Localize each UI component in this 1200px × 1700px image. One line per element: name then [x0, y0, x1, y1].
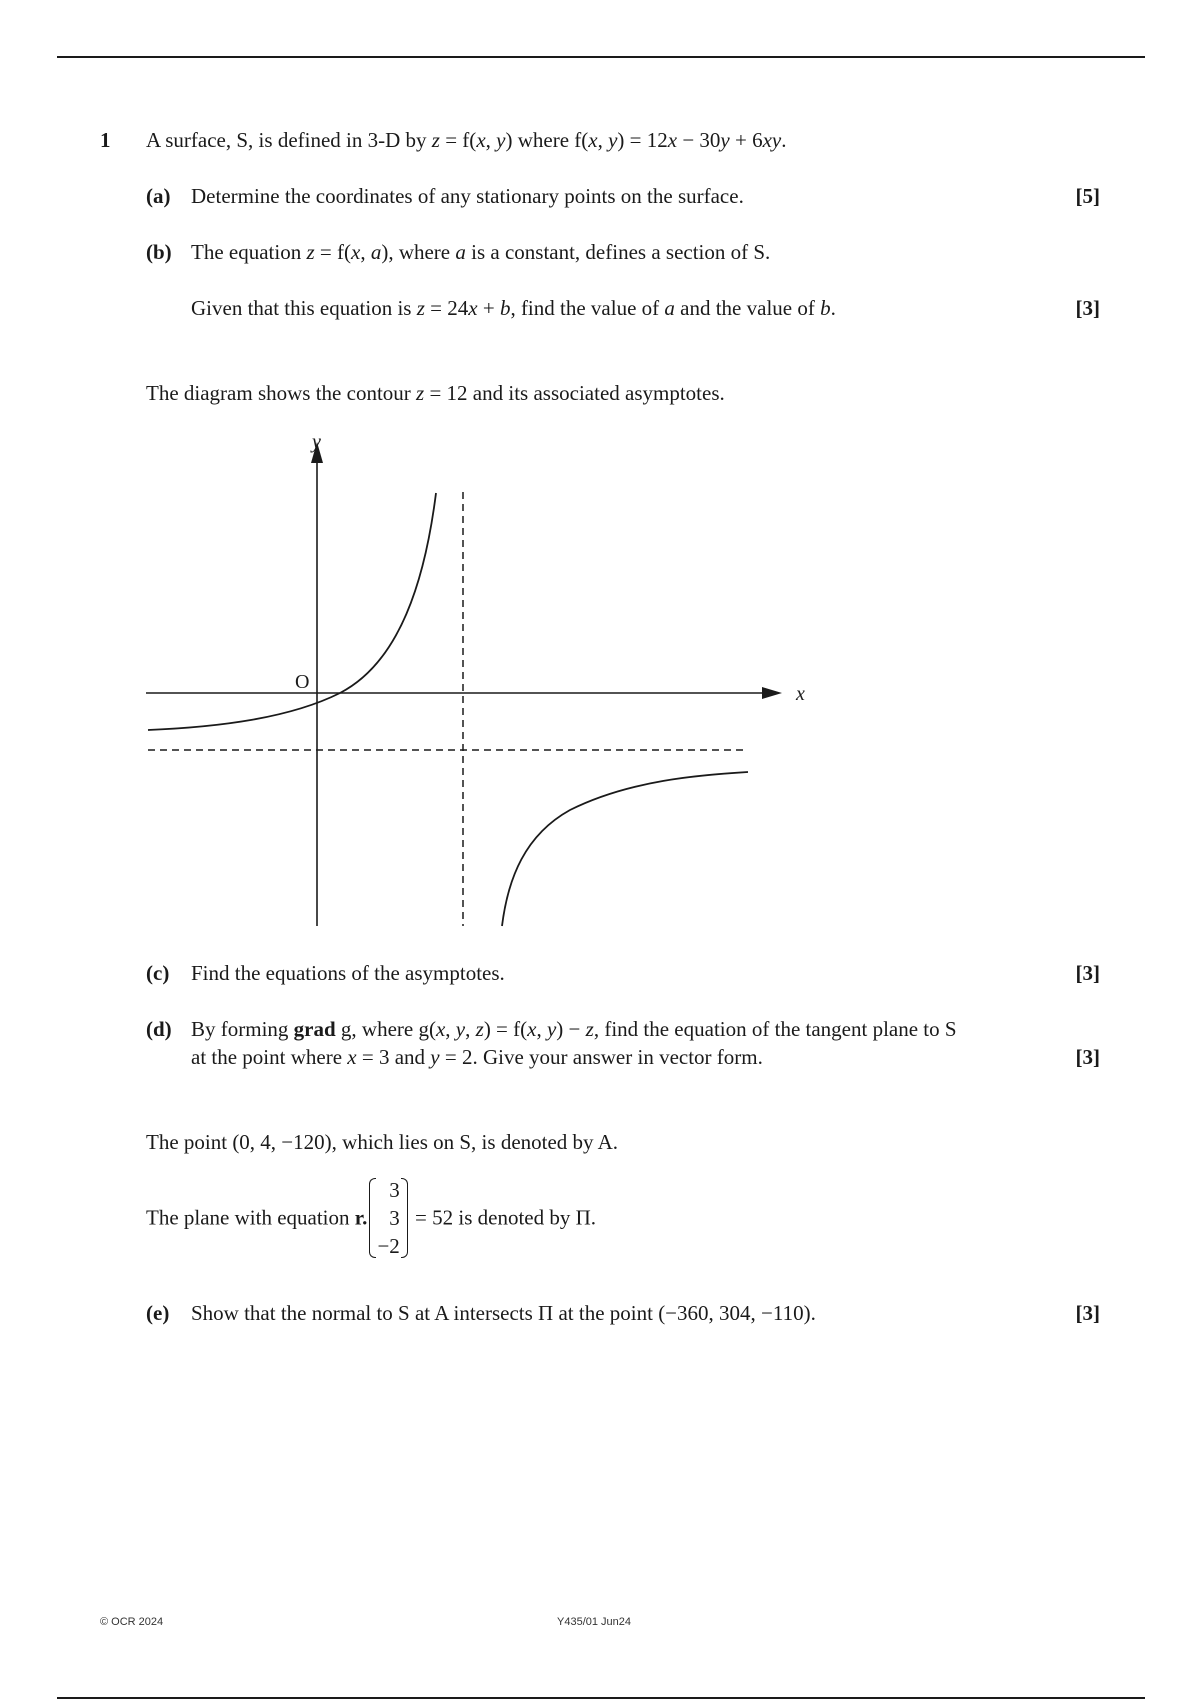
part-e-label: (e): [146, 1301, 170, 1325]
part-c-marks: [3]: [1075, 961, 1100, 985]
part-c-label: (c): [146, 961, 170, 985]
normal-vector: [369, 1176, 407, 1260]
vector-component-1: 3: [389, 1178, 400, 1202]
origin-label: O: [295, 671, 310, 693]
part-a-text: Determine the coordinates of any stationary points on the surface.: [191, 184, 744, 208]
part-c-text: Find the equations of the asymptotes.: [191, 961, 505, 985]
question-intro: A surface, S, is defined in 3-D by z = f(x, y) where f(x, y) = 12x − 30y + 6xy.: [146, 128, 787, 152]
part-a-marks: [5]: [1075, 184, 1100, 208]
contour-diagram: [140, 430, 805, 930]
part-d-marks: [3]: [1075, 1045, 1100, 1069]
vector-component-3: −2: [377, 1234, 400, 1258]
x-axis-label: x: [796, 683, 805, 705]
part-b-line1: The equation z = f(x, a), where a is a constant, defines a section of S.: [191, 240, 771, 264]
part-a-label: (a): [146, 184, 171, 208]
part-d-label: (d): [146, 1017, 172, 1041]
part-e-text: Show that the normal to S at A intersects Π at the point (−360, 304, −110).: [191, 1301, 816, 1325]
y-axis-label: y: [312, 431, 321, 453]
diagram-intro: The diagram shows the contour z = 12 and its associated asymptotes.: [146, 381, 725, 405]
part-e-marks: [3]: [1075, 1301, 1100, 1325]
vector-component-2: 3: [389, 1206, 400, 1230]
footer-paper-code: Y435/01 Jun24: [557, 1616, 632, 1628]
bottom-rule: [57, 1697, 1145, 1699]
contour-branch-right: [502, 772, 748, 926]
x-axis-arrowhead: [762, 687, 782, 699]
top-rule: [57, 56, 1145, 58]
part-d-line2: at the point where x = 3 and y = 2. Give your answer in vector form.: [191, 1045, 763, 1069]
plane-statement: The plane with equation r. 3 3 −2 = 52 is denoted by Π.: [146, 1178, 597, 1258]
footer-copyright: © OCR 2024: [100, 1616, 164, 1628]
part-d-line1: By forming grad g, where g(x, y, z) = f(x, y) − z, find the equation of the tangent plane to S: [191, 1017, 957, 1041]
part-b-marks: [3]: [1075, 296, 1100, 320]
part-b-line2: Given that this equation is z = 24x + b, find the value of a and the value of b.: [191, 296, 836, 320]
point-a-statement: The point (0, 4, −120), which lies on S, is denoted by A.: [146, 1130, 619, 1154]
contour-branch-left: [148, 493, 436, 730]
question-number: 1: [100, 128, 111, 152]
part-b-label: (b): [146, 240, 172, 264]
